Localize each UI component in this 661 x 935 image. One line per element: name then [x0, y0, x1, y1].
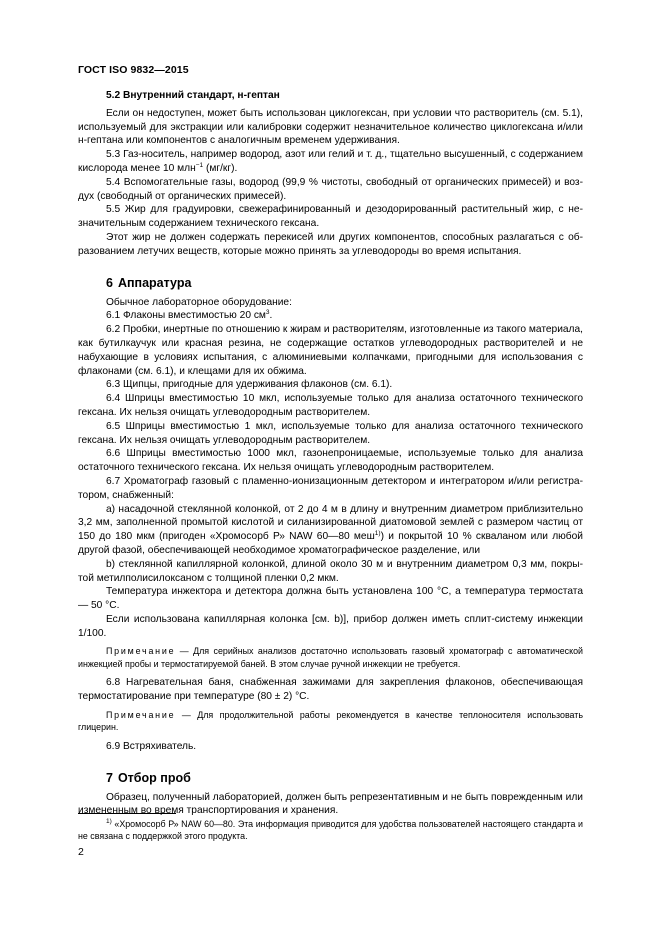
page-number: 2 — [78, 846, 84, 858]
paragraph-5-2: Если он недоступен, может быть использован циклогексан, при условии что растворитель (см. 5.1), используемый для экстракции или калибровки содержит незначительное количество циклогексана и/или н-гептана или компонентов с аналогичным временем удерживания. — [78, 107, 583, 147]
section-number: 6 — [106, 275, 113, 290]
paragraph-6-7-b: b) стеклянной капиллярной колонкой, длиной около 30 м и внутренним диаметром 0,3 мм, покрытой метилполисилоксаном с толщиной пленки 0,2 мкм. — [78, 558, 583, 584]
section-title: Отбор проб — [117, 770, 191, 785]
section-number: 7 — [106, 770, 113, 785]
paragraph-6-2: 6.2 Пробки, инертные по отношению к жирам и растворителям, изготовленные из такого материала, как бутилкаучук или красная резина, не содержащие остатков углеводородных растворителей и не набухающие в условиях испытания, с алюминиевыми колпачками, пригодными для использования с флаконами (см. 6.1), и клещами для их обжима. — [78, 324, 583, 377]
paragraph-6-5: 6.5 Шприцы вместимостью 1 мкл, используемые только для анализа остаточного технического гексана. Их нельзя очищать углеводородным растворителем. — [78, 420, 583, 446]
document-header: ГОСТ ISO 9832—2015 — [78, 64, 189, 76]
paragraph-7: Образец, полученный лабораторией, должен быть репрезентативным и не быть поврежденным или измененным во время транспортирования и хранения. — [78, 791, 583, 817]
paragraph-6-1 — [78, 309, 583, 323]
section-heading-6 — [106, 275, 583, 291]
subsection-heading-5-2: 5.2 Внутренний стандарт, н-гептан — [106, 90, 280, 101]
footnote-reference: 1) — [374, 530, 381, 538]
paragraph-6-7: 6.7 Хроматограф газовый с пламенно-ионизационным детектором и интегратором и/или регистратором, снабженный: — [78, 475, 583, 501]
paragraph-6-8: 6.8 Нагревательная баня, снабженная зажимами для закрепления флаконов, обеспечивающая термостатирование при температуре (80 ± 2) °С. — [78, 677, 583, 703]
paragraph-5-4: 5.4 Вспомогательные газы, водород (99,9 % чистоты, свободный от органических примесей) и воздух (свободный от органических примесей). — [78, 176, 583, 202]
paragraph-6-7-capillary: Если использована капиллярная колонка [см. b)], прибор должен иметь сплит-систему инжекции 1/100. — [78, 613, 583, 639]
section-title: Аппаратура — [117, 275, 192, 290]
note-6-7 — [78, 645, 583, 670]
paragraph-6-4: 6.4 Шприцы вместимостью 10 мкл, используемые только для анализа остаточного технического гексана. Их нельзя очищать углеводородным растворителем. — [78, 393, 583, 418]
document-body — [78, 89, 583, 818]
section-heading-7 — [106, 770, 583, 786]
paragraph-5-3 — [78, 148, 583, 176]
superscript: 3 — [265, 309, 270, 317]
footnote-text: «Хромосорб Р» NAW 60—80. Эта информация приводится для удобства пользователей настоящего стандарта и не связана с поддержкой этого продукта. — [78, 819, 583, 842]
footnote — [78, 818, 583, 843]
footnote-mark: 1) — [106, 818, 112, 825]
paragraph-6-intro: Обычное лабораторное оборудование: — [106, 296, 292, 308]
superscript: −1 — [195, 161, 204, 169]
paragraph-6-6: 6.6 Шприцы вместимостью 1000 мкл, газонепроницаемые, используемые только для анализа остаточного технического гексана. Их нельзя очищать углеводородным растворителем. — [78, 448, 583, 474]
footnote-divider — [78, 813, 176, 814]
text: 6.1 Флаконы вместимостью 20 см — [106, 310, 266, 322]
text: ) и покрытой 10 % скваланом или любой другой фазой, обеспечивающей необходимое хроматографическое разделение, или — [78, 531, 584, 556]
text: . — [269, 310, 273, 322]
text: а) насадочной стеклянной колонкой, от 2 до 4 м в длину и внутренним диаметром приблизительно 3,2 мм, заполненной промытой кислотой и силанизированной диатомовой землей с размером частиц от 150 до 180 мкм (пригоден «Хромосорб Р» NAW 60—80 меш — [78, 503, 583, 543]
text: (мг/кг). — [203, 162, 238, 174]
paragraph-5-5: 5.5 Жир для градуировки, свежерафинированный и дезодорированный растительный жир, с незначительным содержанием технического гексана. — [78, 204, 583, 230]
note-text: — Для серийных анализов достаточно использовать газовый хроматограф с автоматической инжекцией пробы и термостатируемой баней. В этом случае ручной инжекции не требуется. — [78, 646, 583, 669]
paragraph-5-5-continued: Этот жир не должен содержать перекисей или других компонентов, способных разлагаться с образованием летучих веществ, которые можно принять за углеводороды во время испытания. — [78, 231, 583, 257]
paragraph-6-3: 6.3 Щипцы, пригодные для удерживания флаконов (см. 6.1). — [106, 379, 393, 391]
paragraph-6-9: 6.9 Встряхиватель. — [106, 740, 197, 752]
note-label: Примечание — [106, 709, 176, 720]
note-6-8 — [78, 709, 583, 734]
text: 5.3 Газ-носитель, например водород, азот или гелий и т. д., тщательно высушенный, с содержанием кислорода менее 10 млн — [78, 149, 583, 174]
note-text: — Для продолжительной работы рекомендуется в качестве теплоносителя использовать глицерин. — [78, 709, 583, 733]
note-label: Примечание — [106, 646, 176, 657]
paragraph-6-7-temperature: Температура инжектора и детектора должна быть установлена 100 °С, а температура термостата — 50 °С. — [78, 586, 583, 612]
paragraph-6-7-a — [78, 503, 583, 558]
